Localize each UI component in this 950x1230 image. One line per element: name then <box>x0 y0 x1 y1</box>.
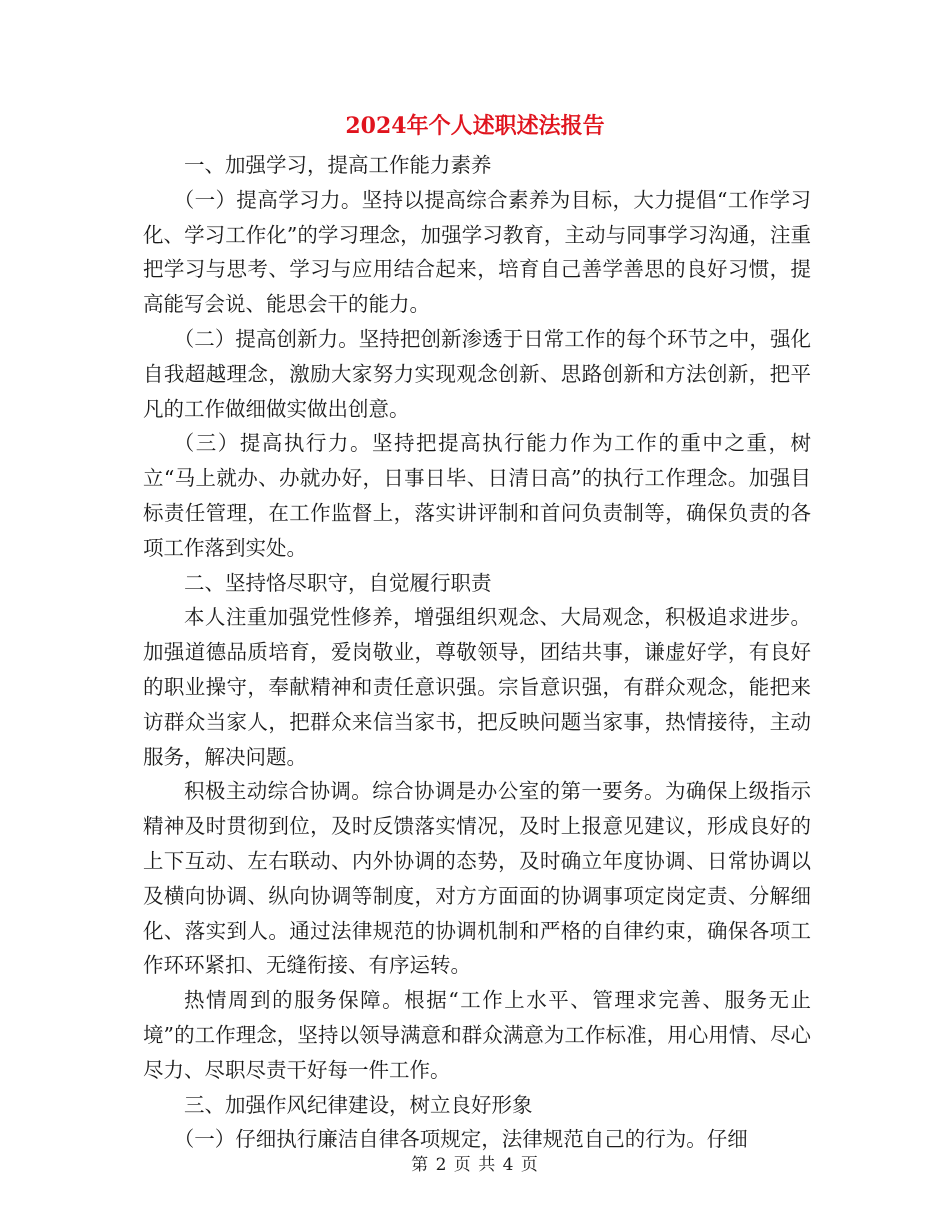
paragraph: （一）仔细执行廉洁自律各项规定，法律规范自己的行为。仔细 <box>173 1127 748 1152</box>
paragraph: 积极主动综合协调。综合协调是办公室的第一要务。为确保上级指示精神及时贯彻到位，及时反馈落实情况，及时上报意见建议，形成良好的上下互动、左右联动、内外协调的态势，及时确立年度协调、日常协调以及横向协调、纵向协调等制度，对方方面面的协调事项定岗定责、分解细化、落实到人。通过法律规范的协调机制和严格的自律约束，确保各项工作环环紧扣、无缝衔接、有序运转。 <box>143 779 811 978</box>
paragraph: （三）提高执行力。坚持把提高执行能力作为工作的重中之重，树立“马上就办、办就办好，日事日毕、日清日高”的执行工作理念。加强目标责任管理，在工作监督上，落实讲评制和首问负责制等，确保负责的各项工作落到实处。 <box>143 431 811 560</box>
paragraph: 热情周到的服务保障。根据“工作上水平、管理求完善、服务无止境”的工作理念，坚持以领导满意和群众满意为工作标准，用心用情、尽心尽力、尽职尽责干好每一件工作。 <box>143 988 811 1082</box>
section-heading: 三、加强作风纪律建设，树立良好形象 <box>184 1092 533 1117</box>
page-footer: 第 2 页 共 4 页 <box>411 1155 539 1175</box>
document-title: 2024年个人述职述法报告 <box>345 113 605 139</box>
paragraph: （一）提高学习力。坚持以提高综合素养为目标，大力提倡“工作学习化、学习工作化”的学习理念，加强学习教育，主动与同事学习沟通，注重把学习与思考、学习与应用结合起来，培育自己善学善思的良好习惯，提高能写会说、能思会干的能力。 <box>143 187 811 317</box>
section-heading: 一、加强学习，提高工作能力素养 <box>184 153 492 177</box>
section-heading: 二、坚持恪尽职守，自觉履行职责 <box>184 570 492 595</box>
document-body <box>143 148 811 1157</box>
paragraph: 本人注重加强党性修养，增强组织观念、大局观念，积极追求进步。加强道德品质培育，爱岗敬业，尊敬领导，团结共事，谦虚好学，有良好的职业操守，奉献精神和责任意识强。宗旨意识强，有群众观念，能把来访群众当家人，把群众来信当家书，把反映问题当家事，热情接待，主动服务，解决问题。 <box>143 605 811 769</box>
paragraph: （二）提高创新力。坚持把创新渗透于日常工作的每个环节之中，强化自我超越理念，激励大家努力实现观念创新、思路创新和方法创新，把平凡的工作做细做实做出创意。 <box>143 326 811 421</box>
